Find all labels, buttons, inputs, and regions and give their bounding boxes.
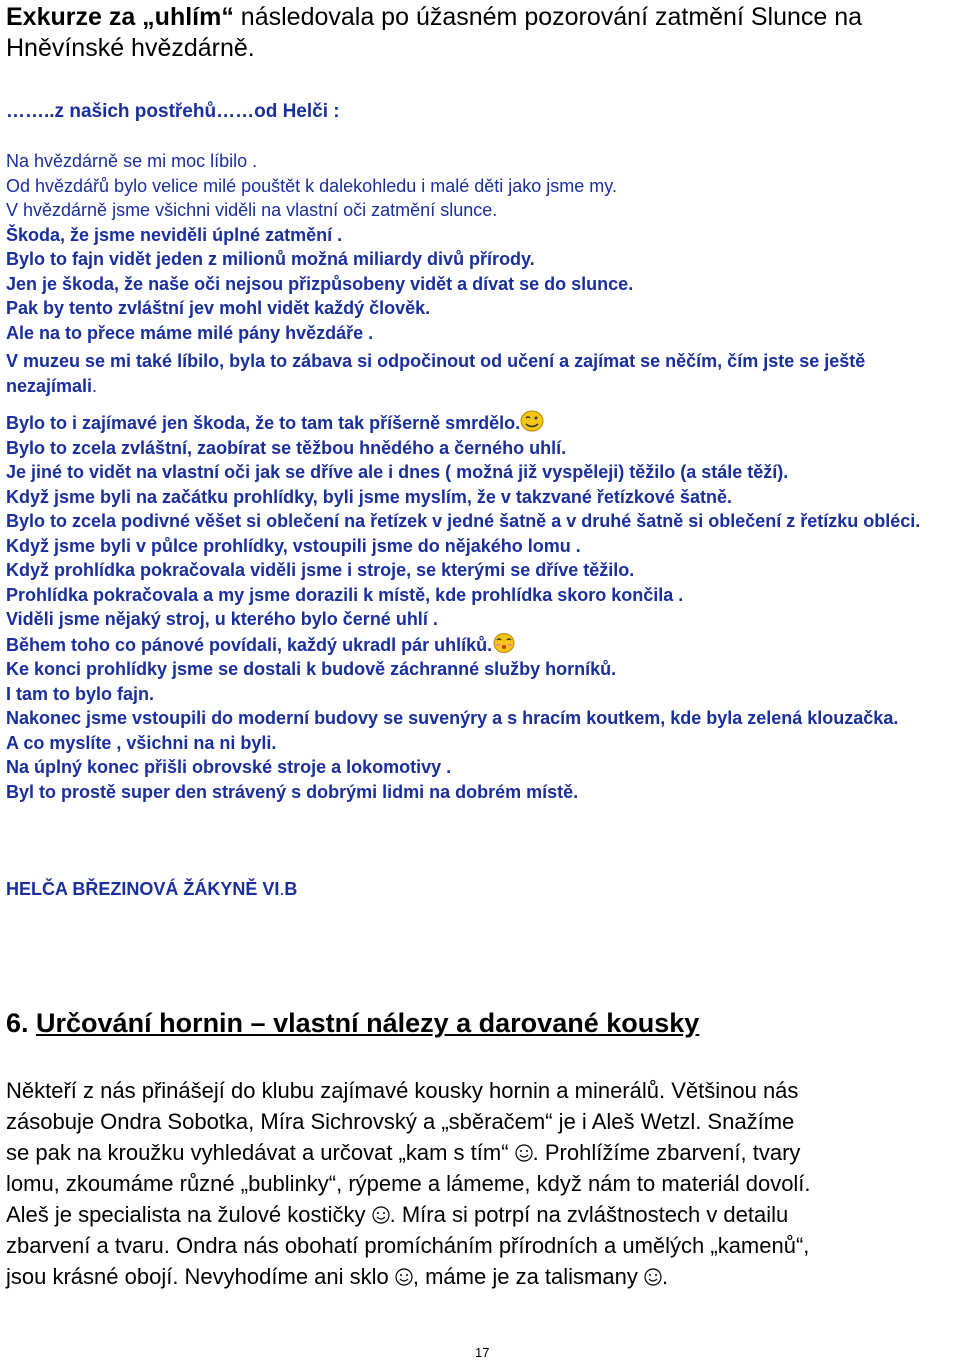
paragraph-line: Někteří z nás přinášejí do klubu zajímavé kousky hornin a minerálů. Většinou nás bbox=[6, 1078, 799, 1103]
section-paragraph bbox=[6, 1075, 956, 1292]
mine-line: Je jiné to vidět na vlastní oči jak se dříve ale i dnes ( možná již vyspěleji) těžilo (a stále těží). bbox=[6, 462, 789, 482]
observatory-line: Bylo to fajn vidět jeden z milionů možná miliardy divů přírody. bbox=[6, 249, 535, 269]
mine-line-smell bbox=[6, 410, 956, 436]
paragraph-line bbox=[6, 1199, 956, 1230]
observatory-line: Od hvězdářů bylo velice milé pouštět k dalekohledu i malé děti jako jsme my. bbox=[6, 175, 617, 196]
mine-line: Nakonec jsme vstoupili do moderní budovy se suvenýry a s hracím koutkem, kde byla zelená klouzačka. bbox=[6, 708, 899, 728]
mine-line: Bylo to zcela zvláštní, zaobírat se těžbou hnědého a černého uhlí. bbox=[6, 437, 567, 458]
mine-line-text: Bylo to i zajímavé jen škoda, že to tam tak příšerně smrdělo. bbox=[6, 413, 521, 433]
mine-line: Viděli jsme nějaký stroj, u kterého bylo černé uhlí . bbox=[6, 609, 438, 629]
mine-line: Ke konci prohlídky jsme se dostali k budově záchranné služby horníků. bbox=[6, 659, 617, 679]
author-signature bbox=[6, 877, 297, 901]
paragraph-line: zbarvení a tvaru. Ondra nás obohatí promícháním přírodních a umělých „kamenů“, bbox=[6, 1233, 810, 1258]
smiley-face-icon bbox=[372, 1206, 390, 1224]
mine-line: I tam to bylo fajn. bbox=[6, 683, 155, 704]
section-title-text: Určování hornin – vlastní nálezy a darované kousky bbox=[36, 1008, 700, 1038]
paragraph-line: lomu, zkoumáme různé „bublinky“, rýpeme a lámeme, když nám to materiál dovolí. bbox=[6, 1171, 811, 1196]
signature-main: HELČA BŘEZINOVÁ ŽÁKYNĚ VI bbox=[6, 879, 280, 899]
signature-end: B bbox=[284, 879, 298, 899]
heading-rest: následovala po úžasném pozorování zatmění Slunce na Hněvínské hvězdárně. bbox=[6, 3, 863, 62]
smiley-face-icon bbox=[515, 1144, 533, 1162]
mine-line: Když jsme byli v půlce prohlídky, vstoupili jsme do nějakého lomu . bbox=[6, 535, 581, 556]
signature-dot: . bbox=[279, 879, 285, 899]
spacer bbox=[6, 398, 956, 410]
paragraph-text: Aleš je specialista na žulové kostičky bbox=[6, 1202, 372, 1227]
observatory-block bbox=[6, 149, 956, 345]
museum-line bbox=[6, 349, 956, 398]
mine-line-text: Během toho co pánové povídali, každý ukradl pár uhlíků. bbox=[6, 634, 493, 655]
page-number: 17 bbox=[475, 1345, 490, 1360]
mine-line: A co myslíte , všichni na ni byli. bbox=[6, 732, 277, 753]
observatory-line: Škoda, že jsme neviděli úplné zatmění . bbox=[6, 224, 343, 245]
paragraph-line: zásobuje Ondra Sobotka, Míra Sichrovský a „sběračem“ je i Aleš Wetzl. Snažíme bbox=[6, 1109, 795, 1134]
mine-block bbox=[6, 349, 956, 804]
mine-line: Byl to prostě super den strávený s dobrými lidmi na dobrém místě. bbox=[6, 781, 579, 802]
observatory-line: Pak by tento zvláštní jev mohl vidět každý člověk. bbox=[6, 298, 431, 318]
observatory-line: Ale na to přece máme milé pány hvězdáře . bbox=[6, 322, 374, 343]
section-title bbox=[6, 1006, 699, 1040]
museum-line-text: V muzeu se mi také líbilo, byla to zábava si odpočinout od učení a zajímat se něčím, čím jste se ještě nezajímali bbox=[6, 351, 866, 396]
mine-line: Na úplný konec přišli obrovské stroje a lokomotivy . bbox=[6, 757, 452, 777]
museum-line-dot: . bbox=[92, 375, 98, 396]
mine-line-lumps bbox=[6, 632, 956, 658]
mine-line: Když jsme byli na začátku prohlídky, byli jsme myslím, že v takzvané řetízkové šatně. bbox=[6, 486, 732, 507]
paragraph-line bbox=[6, 1137, 956, 1168]
paragraph-text: . bbox=[661, 1264, 669, 1289]
paragraph-text: jsou krásné obojí. Nevyhodíme ani sklo bbox=[6, 1264, 395, 1289]
observatory-line: V hvězdárně jsme všichni viděli na vlastní oči zatmění slunce. bbox=[6, 200, 498, 220]
mine-line: Bylo to zcela podivné věšet si oblečení na řetízek v jedné šatně a v druhé šatně si oblečení z řetízku obléci. bbox=[6, 511, 921, 531]
smiley-face-icon bbox=[395, 1268, 413, 1286]
article-heading bbox=[6, 2, 946, 64]
heading-bold: Exkurze za „uhlím“ bbox=[6, 3, 234, 31]
smiley-face-icon bbox=[644, 1268, 662, 1286]
observatory-line: Na hvězdárně se mi moc líbilo . bbox=[6, 151, 258, 171]
mine-line: Prohlídka pokračovala a my jsme dorazili k místě, kde prohlídka skoro končila . bbox=[6, 584, 684, 605]
blushing-face-icon bbox=[492, 632, 516, 654]
section-number: 6. bbox=[6, 1008, 37, 1038]
paragraph-text: , máme je za talismany bbox=[412, 1264, 644, 1289]
paragraph-text: . Prohlížíme zbarvení, tvary bbox=[532, 1140, 801, 1165]
paragraph-text: se pak na kroužku vyhledávat a určovat „kam s tím“ bbox=[6, 1140, 515, 1165]
winking-face-icon bbox=[520, 410, 544, 432]
mine-line: Když prohlídka pokračovala viděli jsme i stroje, se kterými se dříve těžilo. bbox=[6, 560, 635, 580]
paragraph-line bbox=[6, 1261, 956, 1292]
observatory-line: Jen je škoda, že naše oči nejsou přizpůsobeny vidět a dívat se do slunce. bbox=[6, 273, 634, 294]
subheading: ……..z našich postřehů……od Helči : bbox=[6, 101, 340, 122]
paragraph-text: . Míra si potrpí na zvláštnostech v detailu bbox=[389, 1202, 789, 1227]
